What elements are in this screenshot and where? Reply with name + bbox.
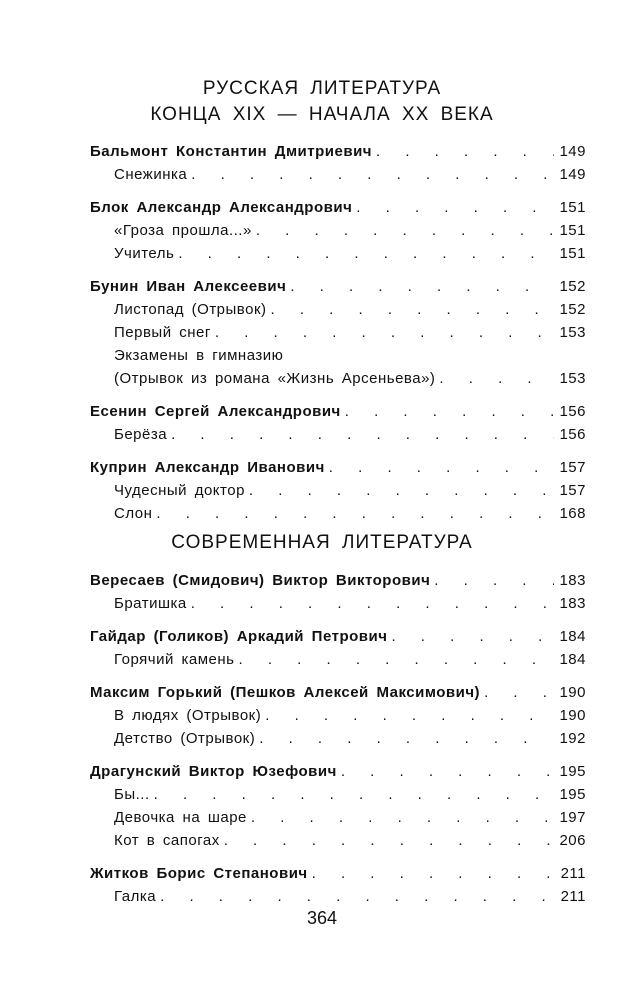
toc-work-row[interactable] [90, 803, 586, 826]
page-ref: 211 [560, 888, 586, 905]
section-title-line-2: КОНЦА XIX — НАЧАЛА XX ВЕКА [150, 104, 494, 125]
work-title: Снежинка [114, 166, 188, 183]
leader-dots [265, 707, 554, 724]
leader-dots [376, 143, 554, 160]
leader-dots [341, 763, 554, 780]
leader-dots [345, 403, 554, 420]
work-title-line-2: (Отрывок из романа «Жизнь Арсеньева») [114, 370, 436, 387]
toc-work-row[interactable] [90, 476, 586, 499]
toc-group-kuprin [90, 453, 586, 522]
toc-work-row[interactable] [90, 239, 586, 262]
page-ref: 151 [559, 245, 586, 262]
leader-dots [249, 482, 554, 499]
toc-group-balmont [90, 137, 586, 183]
page-ref: 206 [559, 832, 586, 849]
toc-group-gorky [90, 678, 586, 747]
leader-dots [191, 166, 554, 183]
toc-author-row[interactable] [90, 757, 586, 780]
page-ref: 157 [559, 459, 586, 476]
toc-group-veresaev [90, 566, 586, 612]
page-ref: 197 [559, 809, 586, 826]
toc-group-gaidar [90, 622, 586, 668]
toc-section-1 [90, 137, 586, 532]
page-ref: 152 [559, 301, 586, 318]
page-ref: 190 [559, 684, 586, 701]
leader-dots [156, 505, 554, 522]
page-ref: 152 [559, 278, 586, 295]
toc-work-row[interactable] [90, 295, 586, 318]
toc-author-row[interactable] [90, 272, 586, 295]
page-ref: 149 [559, 143, 586, 160]
page-ref: 168 [559, 505, 586, 522]
work-title: Учитель [114, 245, 175, 262]
toc-work-row[interactable] [90, 216, 586, 239]
work-title: Первый снег [114, 324, 211, 341]
work-title: Горячий камень [114, 651, 235, 668]
leader-dots [239, 651, 555, 668]
work-title: Берёза [114, 426, 168, 443]
page-ref: 192 [559, 730, 586, 747]
toc-section-2 [90, 566, 586, 915]
leader-dots [439, 370, 554, 387]
work-title: «Гроза прошла...» [114, 222, 252, 239]
page-ref: 183 [559, 572, 586, 589]
toc-group-dragunsky [90, 757, 586, 849]
page-ref: 151 [559, 199, 586, 216]
leader-dots [271, 301, 554, 318]
leader-dots [215, 324, 554, 341]
page-ref: 153 [559, 370, 586, 387]
work-title: Листопад (Отрывок) [114, 301, 267, 318]
toc-author-row[interactable] [90, 137, 586, 160]
leader-dots [259, 730, 554, 747]
section-title-line-1: РУССКАЯ ЛИТЕРАТУРА [202, 78, 442, 99]
leader-dots [224, 832, 554, 849]
section-title-modern-literature [0, 530, 644, 556]
leader-dots [434, 572, 554, 589]
leader-dots [329, 459, 554, 476]
page-ref: 211 [560, 865, 586, 882]
author-name: Драгунский Виктор Юзефович [90, 763, 337, 780]
toc-author-row[interactable] [90, 566, 586, 589]
work-title: Братишка [114, 595, 187, 612]
work-title: Галка [114, 888, 157, 905]
work-title-line-1: Экзамены в гимназию [114, 347, 284, 364]
page-number: 364 [306, 908, 338, 928]
page-ref: 183 [559, 595, 586, 612]
author-name: Бальмонт Константин Дмитриевич [90, 143, 372, 160]
toc-work-row[interactable] [90, 364, 586, 387]
author-name: Блок Александр Александрович [90, 199, 353, 216]
toc-author-row[interactable] [90, 193, 586, 216]
toc-work-row[interactable] [90, 826, 586, 849]
work-title: Девочка на шаре [114, 809, 247, 826]
toc-author-row[interactable] [90, 453, 586, 476]
page-ref: 195 [559, 763, 586, 780]
work-title: Детство (Отрывок) [114, 730, 256, 747]
leader-dots [290, 278, 554, 295]
toc-group-esenin [90, 397, 586, 443]
toc-work-row[interactable] [90, 780, 586, 803]
toc-work-row[interactable] [90, 420, 586, 443]
work-title: Кот в сапогах [114, 832, 220, 849]
section-title-russian-literature [0, 76, 644, 128]
toc-author-row[interactable] [90, 678, 586, 701]
leader-dots [312, 865, 554, 882]
page-ref: 156 [559, 426, 586, 443]
leader-dots [484, 684, 554, 701]
leader-dots [160, 888, 554, 905]
page-ref: 184 [559, 628, 586, 645]
page-ref: 195 [559, 786, 586, 803]
toc-work-row-title-line[interactable] [90, 341, 586, 364]
author-name: Бунин Иван Алексеевич [90, 278, 287, 295]
section-title-line: СОВРЕМЕННАЯ ЛИТЕРАТУРА [171, 532, 473, 553]
leader-dots [191, 595, 554, 612]
leader-dots [154, 786, 554, 803]
toc-group-zhitkov [90, 859, 586, 905]
toc-group-blok [90, 193, 586, 262]
leader-dots [391, 628, 554, 645]
toc-author-row[interactable] [90, 859, 586, 882]
leader-dots [178, 245, 554, 262]
author-name: Вересаев (Смидович) Виктор Викторович [90, 572, 431, 589]
leader-dots [356, 199, 554, 216]
toc-author-row[interactable] [90, 397, 586, 420]
leader-dots [171, 426, 554, 443]
page-ref: 156 [559, 403, 586, 420]
toc-work-row[interactable] [90, 645, 586, 668]
work-title: В людях (Отрывок) [114, 707, 262, 724]
leader-dots [251, 809, 554, 826]
author-name: Житков Борис Степанович [90, 865, 308, 882]
page-ref: 190 [559, 707, 586, 724]
author-name: Есенин Сергей Александрович [90, 403, 341, 420]
toc-author-row[interactable] [90, 622, 586, 645]
work-title: Чудесный доктор [114, 482, 245, 499]
toc-work-row[interactable] [90, 160, 586, 183]
toc-work-row[interactable] [90, 499, 586, 522]
page-ref: 157 [559, 482, 586, 499]
page-ref: 153 [559, 324, 586, 341]
page-ref: 151 [559, 222, 586, 239]
work-title: Бы... [114, 786, 150, 803]
author-name: Максим Горький (Пешков Алексей Максимович) [90, 684, 481, 701]
leader-dots [256, 222, 554, 239]
author-name: Гайдар (Голиков) Аркадий Петрович [90, 628, 388, 645]
toc-work-row[interactable] [90, 589, 586, 612]
toc-group-bunin [90, 272, 586, 387]
page-ref: 149 [559, 166, 586, 183]
toc-work-row[interactable] [90, 318, 586, 341]
toc-work-row[interactable] [90, 701, 586, 724]
toc-work-row[interactable] [90, 724, 586, 747]
toc-work-row[interactable] [90, 882, 586, 905]
page-ref: 184 [559, 651, 586, 668]
work-title: Слон [114, 505, 153, 522]
author-name: Куприн Александр Иванович [90, 459, 325, 476]
